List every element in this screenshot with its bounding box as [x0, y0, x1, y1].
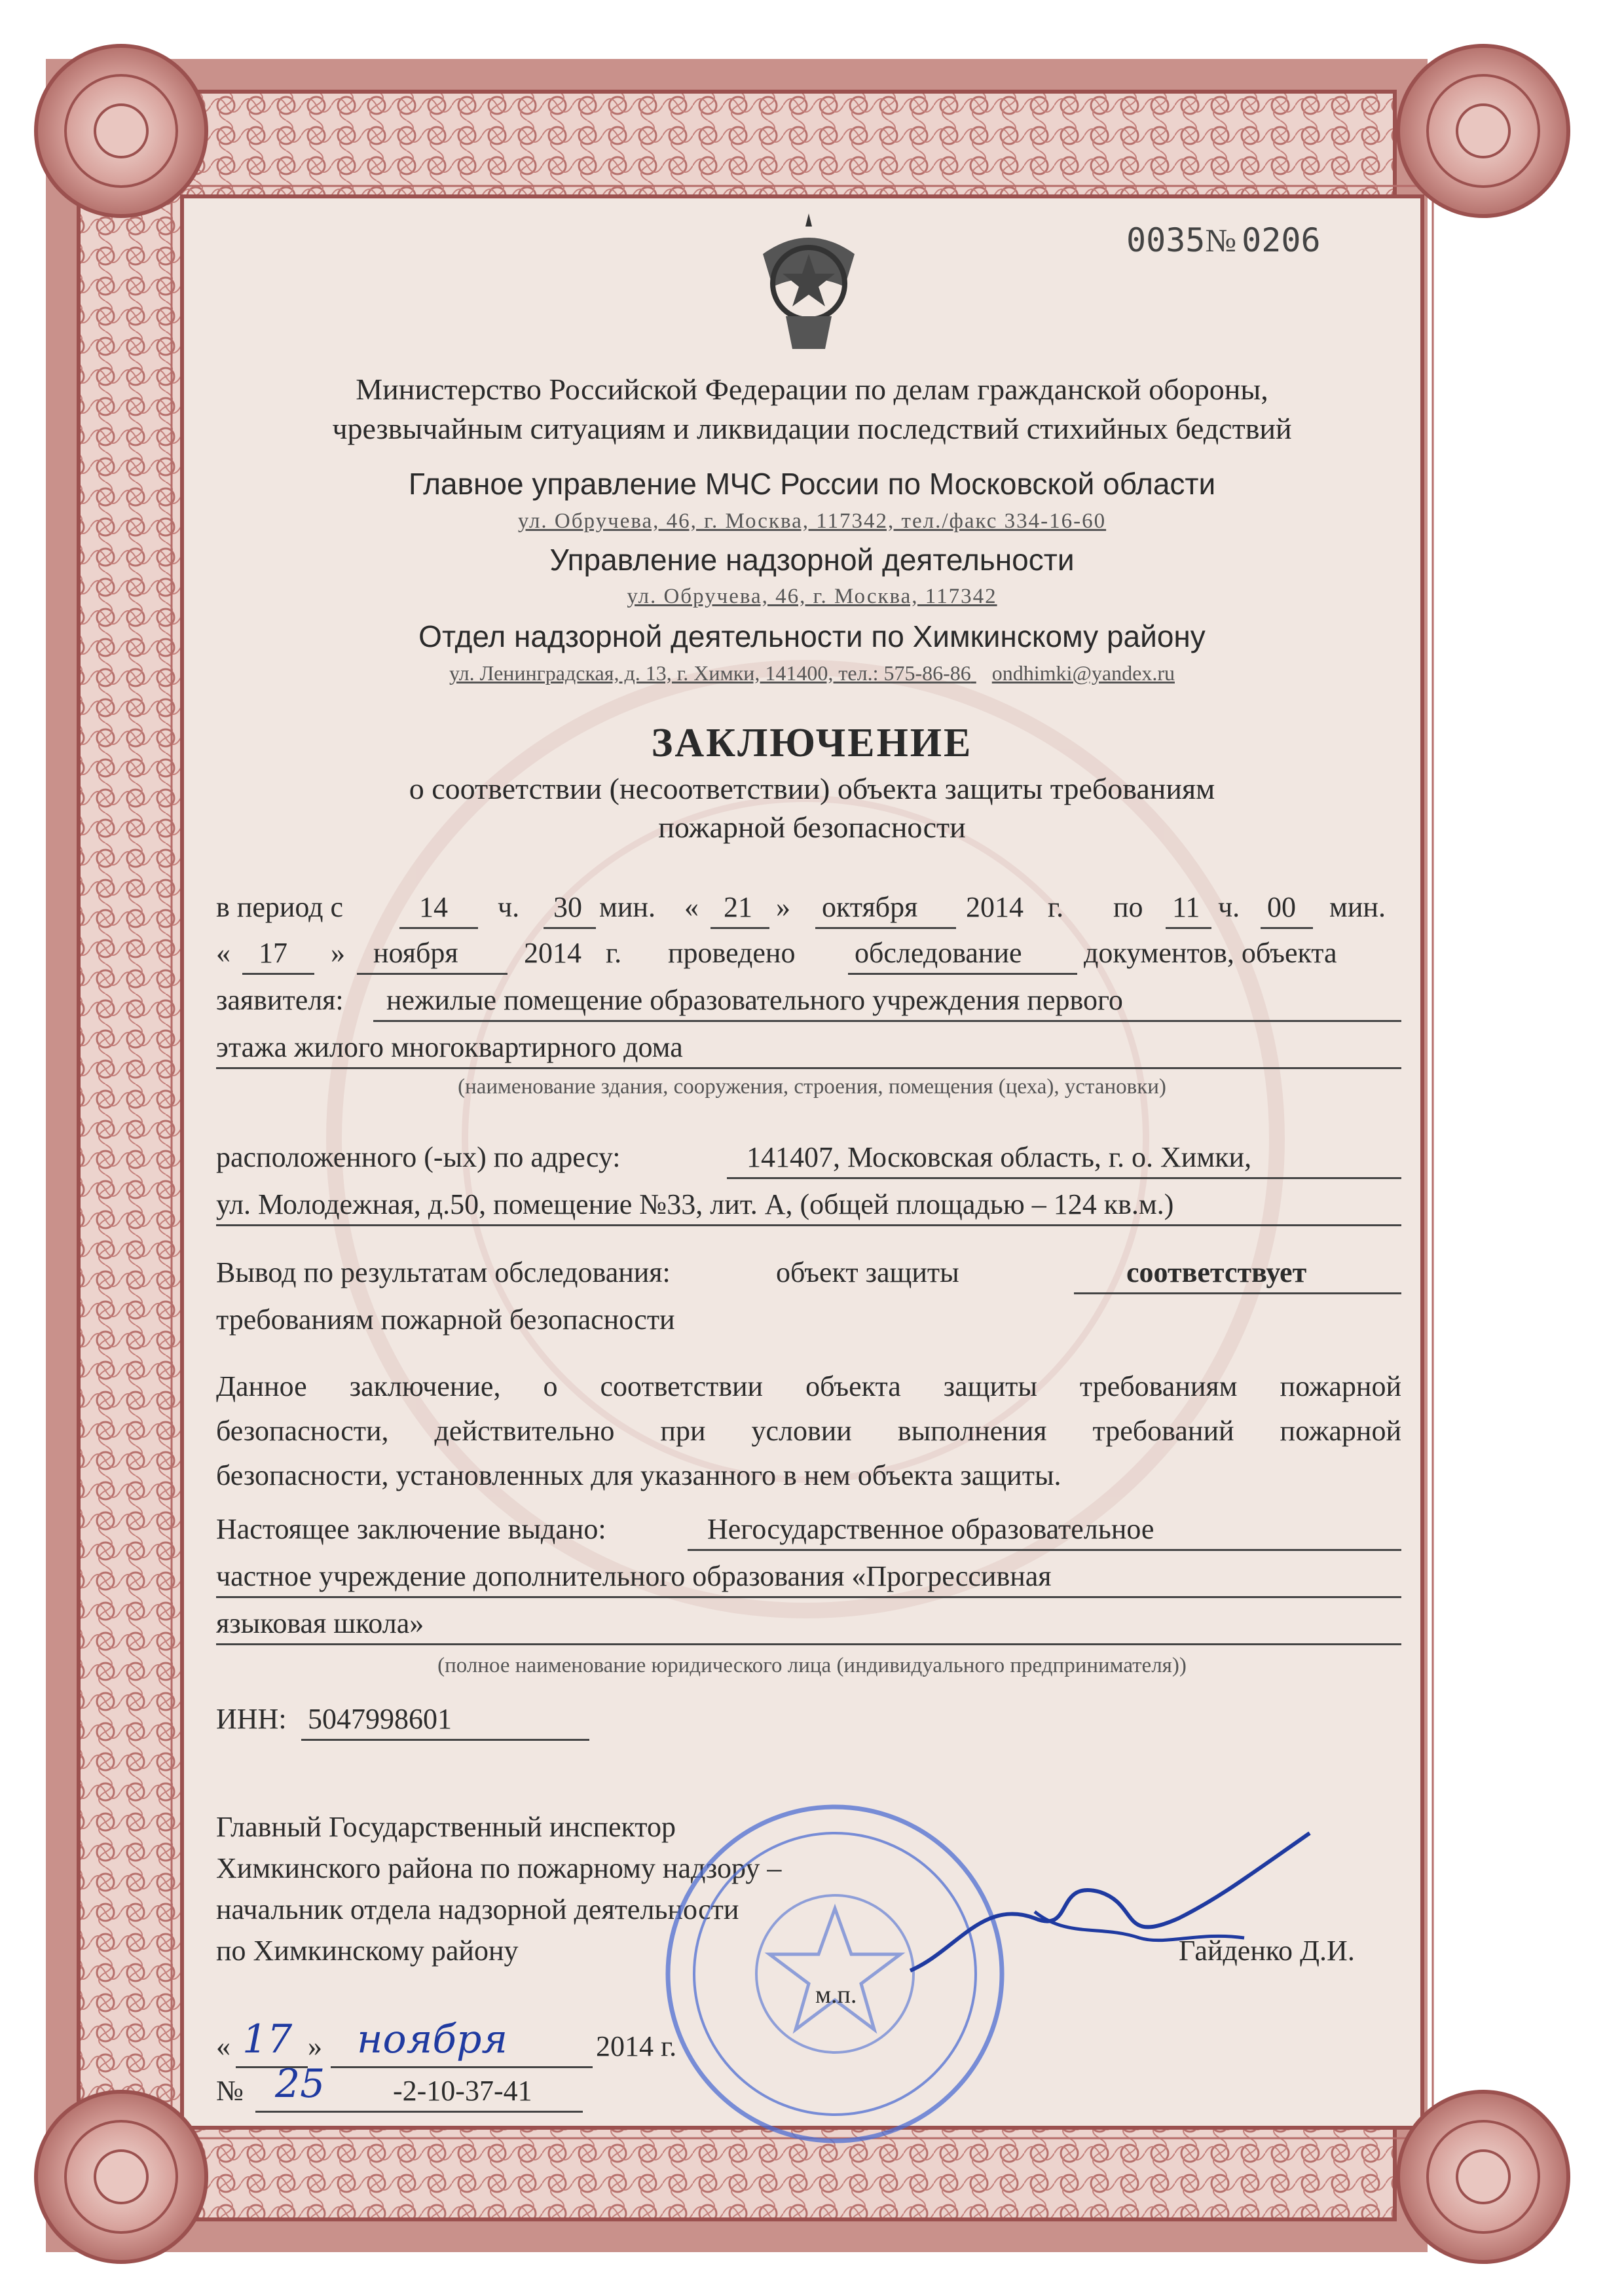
quote-open-2: « [216, 937, 231, 969]
issue-date-quote-open: « [216, 2030, 231, 2062]
issue-month: ноября [357, 2016, 508, 2062]
applicant-label: заявителя: [216, 984, 344, 1016]
object-line-2: этажа жилого многоквартирного дома [216, 1031, 683, 1063]
hour-start-underline [399, 927, 478, 929]
conducted-label: проведено [668, 937, 796, 969]
issued-line-1: Негосударственное образовательное [707, 1513, 1154, 1545]
khimki-email: ondhimki@yandex.ru [991, 661, 1175, 685]
activity-underline [848, 973, 1077, 975]
address-underline-1 [727, 1177, 1401, 1179]
serial-number [1126, 221, 1321, 259]
issue-date-quote-close: » [308, 2030, 322, 2062]
supervision-address-text: ул. Обручева, 46, г. Москва, 117342 [627, 585, 997, 608]
day-start: 21 [724, 891, 752, 923]
month-start: октября [822, 891, 918, 923]
serial-number-sign: № [1205, 222, 1237, 259]
document-subtitle-1: о соответствии (несоответствии) объекта защиты требованиям [409, 772, 1215, 805]
reg-number-sign: № [216, 2075, 244, 2107]
main-department-address-text: ул. Обручева, 46, г. Москва, 117342, тел./факс 334-16-60 [517, 509, 1107, 533]
main-department-address [196, 509, 1428, 534]
minute-start: 30 [553, 891, 582, 923]
inn-underline [301, 1739, 589, 1741]
minute-label-1: мин. [599, 891, 655, 923]
address-line-1: 141407, Московская область, г. о. Химки, [747, 1141, 1252, 1173]
day-end: 17 [259, 937, 287, 969]
serial-prefix: 0035 [1126, 221, 1206, 259]
to-label: по [1113, 891, 1143, 923]
supervision-department: Управление надзорной деятельности [549, 543, 1075, 577]
quote-close-2: » [331, 937, 345, 969]
minute-end-underline [1261, 927, 1313, 929]
corner-rosette-icon [36, 46, 206, 216]
address-underline-2 [216, 1224, 1401, 1226]
of-documents-label: документов, объекта [1084, 937, 1337, 969]
issue-day: 17 [242, 2016, 293, 2062]
object-underline-2 [216, 1067, 1401, 1069]
inn-label: ИНН: [216, 1703, 287, 1735]
ministry-line-2: чрезвычайным ситуациям и ликвидации последствий стихийных бедствий [332, 412, 1292, 445]
signature-icon [904, 1820, 1323, 1990]
main-department: Главное управление МЧС России по Московской области [408, 467, 1216, 501]
stamp-mark: м.п. [815, 1981, 857, 2009]
reg-number-handwritten: 25 [275, 2061, 325, 2107]
khimki-department: Отдел надзорной деятельности по Химкинскому району [418, 619, 1206, 653]
issued-underline-3 [216, 1643, 1401, 1645]
khimki-address [196, 661, 1428, 685]
quote-open-1: « [684, 891, 699, 923]
signatory-line-4: по Химкинскому району [216, 1935, 519, 1967]
month-end-underline [357, 973, 507, 975]
corner-rosette-icon [1398, 46, 1568, 216]
minute-start-underline [544, 927, 596, 929]
hour-label-1: ч. [498, 891, 520, 923]
issue-year: 2014 г. [596, 2030, 677, 2062]
address-line-2: ул. Молодежная, д.50, помещение №33, лит. А, (общей площадью – 124 кв.м.) [216, 1188, 1174, 1220]
day-end-underline [242, 973, 314, 975]
conclusion-tail: требованиям пожарной безопасности [216, 1303, 675, 1336]
minute-label-2: мин. [1329, 891, 1386, 923]
minute-end: 00 [1267, 891, 1296, 923]
supervision-address [196, 585, 1428, 609]
issued-label: Настоящее заключение выдано: [216, 1513, 606, 1545]
hour-label-2: ч. [1218, 891, 1240, 923]
conclusion-object: объект защиты [776, 1256, 959, 1288]
issued-caption: (полное наименование юридического лица (индивидуального предпринимателя)) [437, 1654, 1187, 1677]
address-label: расположенного (-ых) по адресу: [216, 1141, 621, 1173]
signatory-line-2: Химкинского района по пожарному надзору – [216, 1852, 782, 1884]
hour-end-underline [1166, 927, 1211, 929]
validity-line-2: безопасности, действительно при условии выполнения требований пожарной [216, 1415, 1401, 1447]
issued-line-3: языковая школа» [216, 1607, 424, 1639]
khimki-address-text: ул. Ленинградская, д. 13, г. Химки, 141400, тел.: 575-86-86 [449, 661, 971, 685]
validity-line-1: Данное заключение, о соответствии объекта защиты требованиям пожарной [216, 1370, 1401, 1402]
inn-value: 5047998601 [308, 1703, 452, 1735]
quote-close-1: » [776, 891, 790, 923]
object-caption: (наименование здания, сооружения, строения, помещения (цеха), установки) [458, 1075, 1166, 1099]
conclusion-result: соответствует [1126, 1256, 1307, 1288]
activity-value: обследование [855, 937, 1022, 969]
hour-start: 14 [419, 891, 448, 923]
reg-number-underline [255, 2111, 583, 2113]
issued-underline-2 [216, 1596, 1401, 1598]
reg-number-suffix: -2-10-37-41 [393, 2075, 532, 2107]
conclusion-result-underline [1074, 1292, 1401, 1294]
signatory-name: Гайденко Д.И. [1179, 1935, 1355, 1967]
month-start-underline [815, 927, 956, 929]
year-start: 2014 [966, 891, 1024, 923]
document-subtitle-2: пожарной безопасности [658, 811, 966, 844]
emercom-emblem-icon [747, 208, 871, 359]
object-line-1: нежилые помещение образовательного учреждения первого [386, 984, 1123, 1016]
signatory-line-3: начальник отдела надзорной деятельности [216, 1893, 739, 1925]
day-start-underline [710, 927, 769, 929]
issue-month-underline [331, 2066, 593, 2068]
hour-end: 11 [1172, 891, 1200, 923]
ministry-line-1: Министерство Российской Федерации по делам гражданской обороны, [356, 373, 1268, 406]
object-underline-1 [373, 1020, 1401, 1022]
issued-line-2: частное учреждение дополнительного образования «Прогрессивная [216, 1560, 1052, 1592]
serial-value: 0206 [1242, 221, 1321, 259]
month-end: ноября [373, 937, 458, 969]
validity-line-3: безопасности, установленных для указанного в нем объекта защиты. [216, 1459, 1061, 1491]
document-title: ЗАКЛЮЧЕНИЕ [651, 721, 973, 765]
corner-rosette-icon [1398, 2092, 1568, 2262]
year-label-1: г. [1048, 891, 1064, 923]
period-start-label: в период с [216, 891, 344, 923]
signatory-line-1: Главный Государственный инспектор [216, 1811, 676, 1843]
year-end: 2014 [524, 937, 581, 969]
conclusion-label: Вывод по результатам обследования: [216, 1256, 671, 1288]
issued-underline-1 [688, 1549, 1401, 1551]
year-label-2: г. [606, 937, 622, 969]
corner-rosette-icon [36, 2092, 206, 2262]
